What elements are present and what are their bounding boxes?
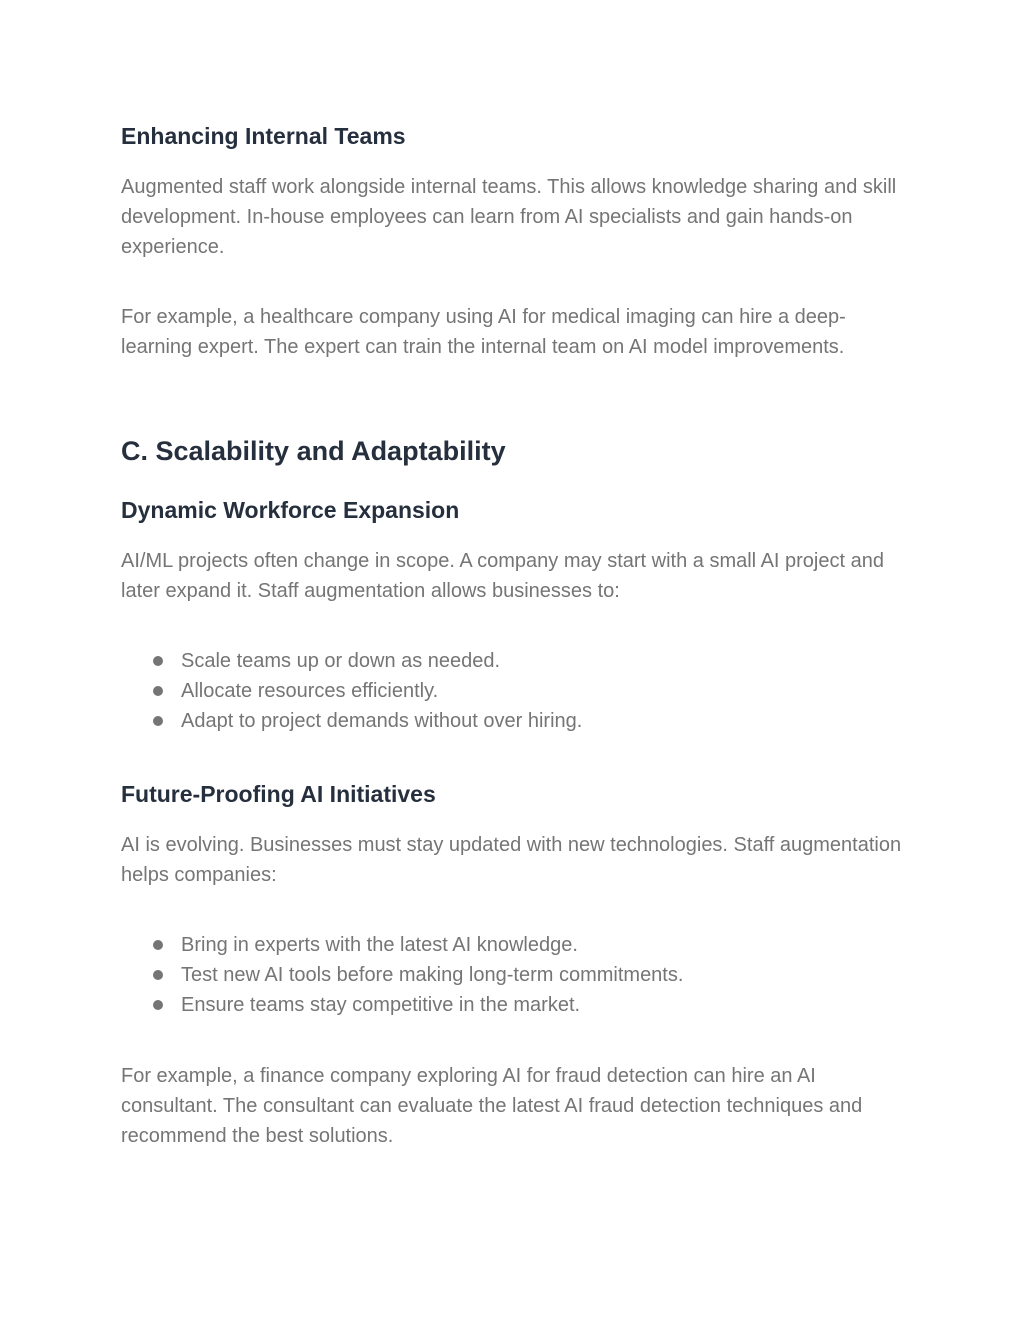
paragraph-future-intro: AI is evolving. Businesses must stay updated with new technologies. Staff augmentation helps companies: (121, 834, 902, 886)
bullet-icon (153, 970, 163, 980)
paragraph-finance-example: For example, a finance company exploring AI for fraud detection can hire an AI consultant. The consultant can evaluate the latest AI fraud detection techniques and recommend the best solutions. (121, 1065, 863, 1147)
bullet-icon (153, 656, 163, 666)
list-item: Test new AI tools before making long-term commitments. (121, 960, 683, 990)
list-item: Ensure teams stay competitive in the market. (121, 990, 683, 1020)
paragraph-healthcare-example: For example, a healthcare company using AI for medical imaging can hire a deep-learning expert. The expert can train the internal team on AI model improvements. (121, 306, 846, 358)
bullet-list-dynamic (121, 646, 582, 736)
bullet-list-future (121, 930, 683, 1020)
heading-dynamic-workforce-expansion: Dynamic Workforce Expansion (121, 497, 460, 523)
heading-scalability-adaptability: C. Scalability and Adaptability (121, 436, 506, 466)
heading-future-proofing: Future-Proofing AI Initiatives (121, 781, 436, 807)
list-item: Allocate resources efficiently. (121, 676, 582, 706)
list-item: Scale teams up or down as needed. (121, 646, 582, 676)
bullet-icon (153, 686, 163, 696)
list-item: Bring in experts with the latest AI knowledge. (121, 930, 683, 960)
list-item: Adapt to project demands without over hiring. (121, 706, 582, 736)
bullet-icon (153, 716, 163, 726)
heading-enhancing-internal-teams: Enhancing Internal Teams (121, 123, 406, 149)
bullet-icon (153, 1000, 163, 1010)
paragraph-enhancing-intro: Augmented staff work alongside internal teams. This allows knowledge sharing and skill development. In-house employees can learn from AI specialists and gain hands-on experience. (121, 176, 897, 258)
bullet-icon (153, 940, 163, 950)
paragraph-dynamic-intro: AI/ML projects often change in scope. A company may start with a small AI project and later expand it. Staff augmentation allows businesses to: (121, 550, 884, 602)
